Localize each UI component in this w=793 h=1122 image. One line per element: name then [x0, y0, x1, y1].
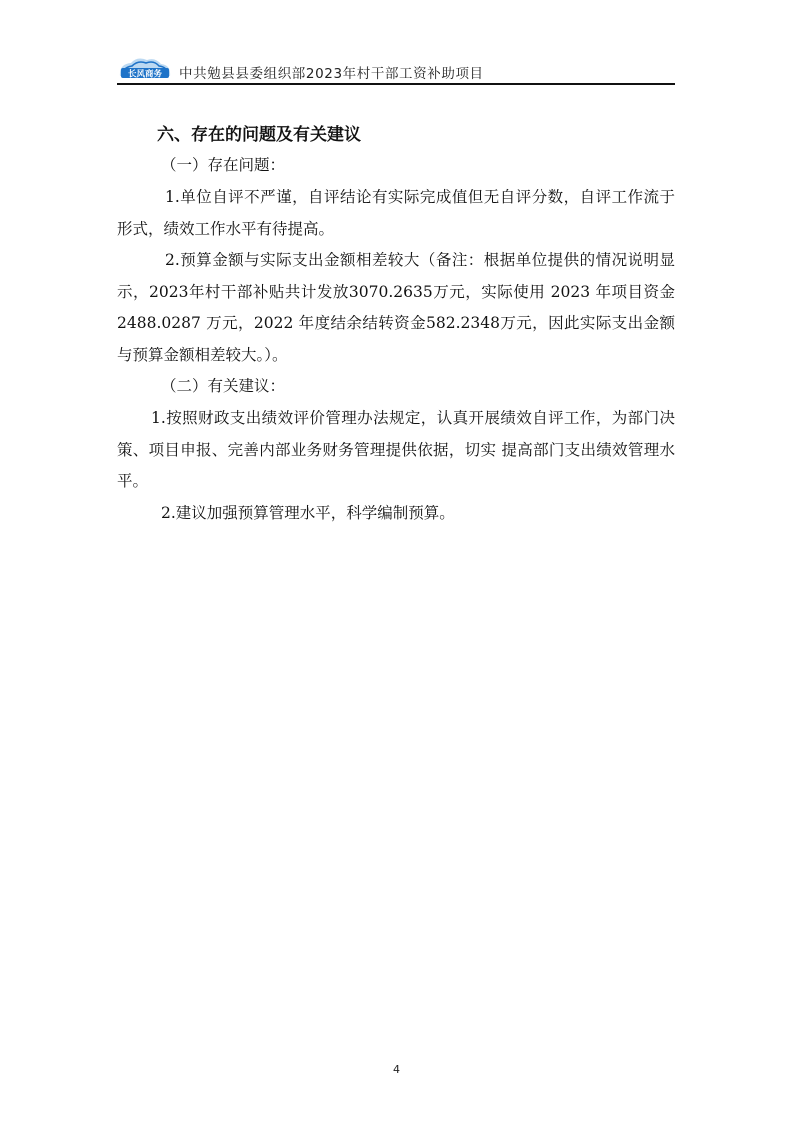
header-title: 中共勉县县委组织部2023年村干部工资补助项目 [179, 66, 484, 82]
suggestions-subheading: （二）有关建议： [161, 377, 286, 395]
suggestion-1-paragraph: 1.按照财政支出绩效评价管理办法规定，认真开展绩效自评工作，为部门决策、项目申报、完善内部业务财务管理提供依据，切实 提高部门支出绩效管理水平。 [117, 409, 675, 490]
page-header [117, 56, 675, 84]
company-logo [117, 56, 173, 82]
page-number: 4 [393, 1063, 400, 1076]
problem-2-paragraph: 2.预算金额与实际支出金额相差较大（备注：根据单位提供的情况说明显示，2023年村干部补贴共计发放3070.2635万元，实际使用 2023 年项目资金 2488.0287 万元，2022 年度结余结转资金582.2348万元，因此实际支出金额与预算金额相差较大。）。 [117, 251, 675, 364]
problems-subheading: （一）存在问题： [161, 156, 286, 174]
header-divider [117, 83, 675, 85]
document-body [117, 120, 675, 529]
logo-text: 长风商务 [127, 69, 163, 80]
section-heading: 六、存在的问题及有关建议 [157, 125, 361, 145]
suggestion-2-paragraph: 2.建议加强预算管理水平，科学编制预算。 [161, 503, 455, 522]
problem-1-paragraph: 1.单位自评不严谨，自评结论有实际完成值但无自评分数，自评工作流于形式，绩效工作水平有待提高。 [117, 188, 675, 238]
